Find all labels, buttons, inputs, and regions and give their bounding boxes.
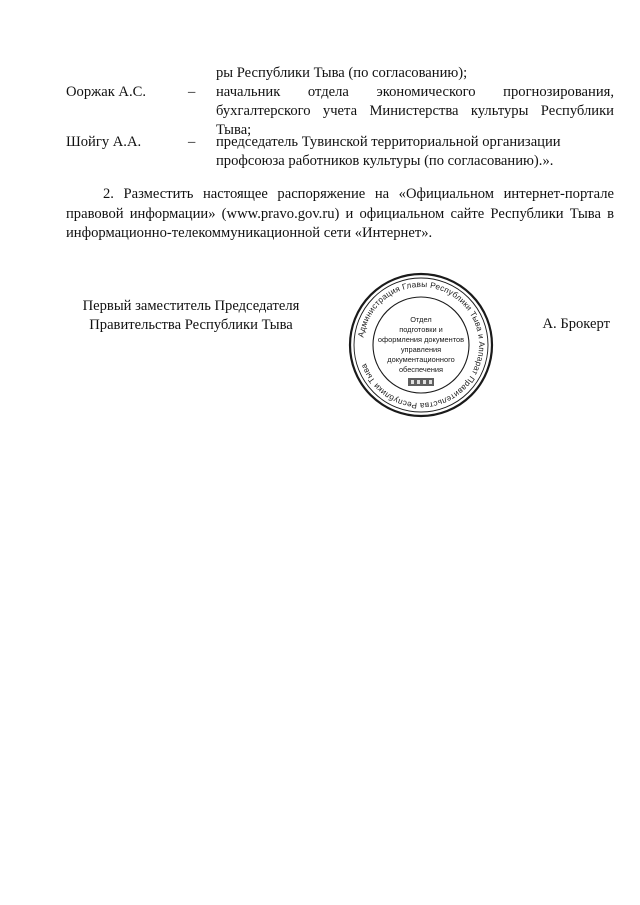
stamp-inner-line: обеспечения <box>398 365 444 374</box>
member-description: председатель Тувинской территориальной организации профсоюза работников культуры (по согласованию).». <box>216 134 561 169</box>
stamp-seal-icon <box>346 270 496 420</box>
signatory-position <box>66 297 316 335</box>
official-stamp <box>346 270 496 420</box>
stamp-inner-line: оформления документов <box>377 335 465 344</box>
paragraph-2: 2. Разместить настоящее распоряжение на «Официальном интернет-портале правовой информации» (www.pravo.gov.ru) и официальном сайте Республики Тыва в информационно-телекоммуникационной сети «Интернет». <box>66 186 614 241</box>
member-dash: – <box>188 84 196 100</box>
stamp-inner-line: Отдел <box>410 315 432 324</box>
stamp-inner-line: подготовки и <box>399 325 443 334</box>
member-description: начальник отдела экономического прогнозирования, бухгалтерского учета Министерства культуры Республики Тыва; <box>216 84 614 138</box>
position-line-2: Правительства Республики Тыва <box>89 317 293 333</box>
member-dash: – <box>188 134 196 150</box>
stamp-inner-line: управления <box>400 345 442 354</box>
stamp-inner-line: документационного <box>387 355 455 364</box>
stamp-ring-text: Администрация Главы Республики Тыва и Аппарат Правительства Республики Тыва <box>356 279 487 411</box>
signer-name: А. Брокерт <box>542 316 610 332</box>
continuation-line: ры Республики Тыва (по согласованию); <box>216 65 468 81</box>
stamp-emblem-icon <box>408 378 434 386</box>
member-name: Шойгу А.А. <box>66 134 142 150</box>
member-name: Ооржак А.С. <box>66 84 147 100</box>
position-line-1: Первый заместитель Председателя <box>82 298 300 314</box>
